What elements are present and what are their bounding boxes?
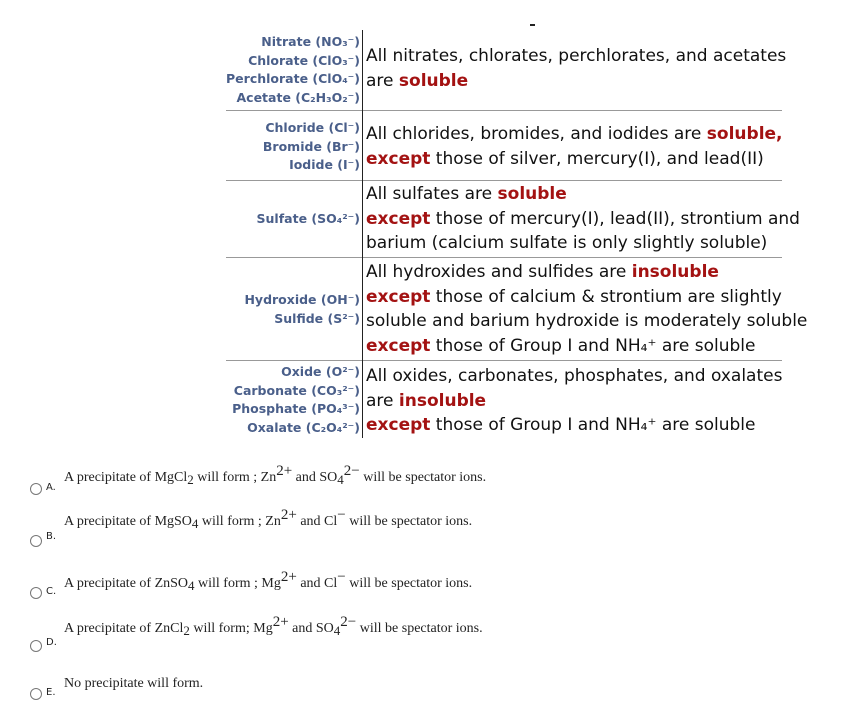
ion-label: Perchlorate (ClO₄⁻) bbox=[226, 71, 360, 86]
choice-letter: D. bbox=[46, 637, 57, 648]
rule-text: soluble and barium hydroxide is moderately soluble bbox=[366, 311, 808, 331]
radio-b[interactable] bbox=[30, 535, 42, 547]
rule-text: All chlorides, bromides, and iodides are soluble, bbox=[366, 124, 783, 144]
choice-letter: C. bbox=[46, 586, 57, 597]
rule-text: barium (calcium sulfate is only slightly soluble) bbox=[366, 233, 768, 253]
rule-text: All sulfates are soluble bbox=[366, 184, 567, 204]
choice-text: A precipitate of MgCl2 will form ; $Zn^{2+}$ and $SO4^{2-}$ will be spectator ions. bbox=[64, 463, 487, 487]
ion-list-hydroxides bbox=[200, 291, 360, 328]
ion-list-nitrates bbox=[200, 33, 360, 107]
rule-text: except those of calcium & strontium are slightly bbox=[366, 286, 782, 307]
ion-list-oxides bbox=[200, 363, 360, 437]
ion-label: Sulfate (SO₄²⁻) bbox=[256, 211, 360, 226]
ion-label: Chloride (Cl⁻) bbox=[265, 120, 360, 135]
rule-text: All oxides, carbonates, phosphates, and oxalates bbox=[366, 366, 783, 386]
choice-letter: B. bbox=[46, 531, 57, 542]
divider bbox=[226, 110, 782, 111]
rule-text: except those of mercury(I), lead(II), strontium and bbox=[366, 208, 800, 229]
ion-label: Iodide (I⁻) bbox=[289, 157, 360, 172]
ion-label: Carbonate (CO₃²⁻) bbox=[233, 382, 360, 398]
choice-text: A precipitate of ZnSO4 will form ; $Mg^{2+}$ and Cl− will be spectator ions. bbox=[64, 569, 473, 593]
stray-dash bbox=[530, 24, 535, 26]
choice-text: A precipitate of MgSO4 will form ; $Zn^{2+}$ and Cl− will be spectator ions. bbox=[64, 507, 473, 531]
radio-e[interactable] bbox=[30, 688, 42, 700]
table-vertical-rule bbox=[362, 30, 363, 438]
ion-list-halides bbox=[200, 119, 360, 175]
rule-halides bbox=[366, 122, 783, 171]
rule-text: except those of silver, mercury(I), and lead(II) bbox=[366, 148, 764, 169]
radio-a[interactable] bbox=[30, 483, 42, 495]
choice-text: No precipitate will form. bbox=[64, 676, 204, 691]
radio-d[interactable] bbox=[30, 640, 42, 652]
ion-label: Chlorate (ClO₃⁻) bbox=[248, 52, 360, 68]
ion-label: Oxalate (C₂O₄²⁻) bbox=[247, 419, 360, 435]
ion-label: Acetate (C₂H₃O₂⁻) bbox=[236, 89, 360, 105]
divider bbox=[226, 257, 782, 258]
rule-nitrates bbox=[366, 44, 786, 93]
choice-text: A precipitate of ZnCl2 will form; $Mg^{2+}$ and $SO4^{2-}$ will be spectator ions. bbox=[64, 614, 483, 638]
ion-label: Oxide (O²⁻) bbox=[281, 364, 360, 379]
choice-letter: A. bbox=[46, 482, 56, 493]
rule-text: are soluble bbox=[366, 70, 469, 91]
rule-text: are insoluble bbox=[366, 390, 487, 411]
ion-label: Hydroxide (OH⁻) bbox=[244, 292, 360, 307]
rule-sulfates bbox=[366, 182, 800, 256]
rule-hydroxides bbox=[366, 260, 807, 358]
ion-list-sulfates bbox=[200, 210, 360, 229]
ion-label: Nitrate (NO₃⁻) bbox=[261, 34, 360, 49]
rule-text: All hydroxides and sulfides are insoluble bbox=[366, 262, 719, 282]
divider bbox=[226, 180, 782, 181]
rule-text: except those of Group I and NH₄⁺ are soluble bbox=[366, 415, 756, 435]
ion-label: Sulfide (S²⁻) bbox=[274, 310, 360, 326]
divider bbox=[226, 360, 782, 361]
choice-letter: E. bbox=[46, 687, 56, 698]
ion-label: Bromide (Br⁻) bbox=[262, 138, 360, 154]
radio-c[interactable] bbox=[30, 587, 42, 599]
ion-label: Phosphate (PO₄³⁻) bbox=[232, 401, 360, 416]
rule-text: except those of Group I and NH₄⁺ are soluble bbox=[366, 335, 756, 356]
rule-oxides bbox=[366, 364, 782, 438]
rule-text: All nitrates, chlorates, perchlorates, and acetates bbox=[366, 46, 787, 66]
